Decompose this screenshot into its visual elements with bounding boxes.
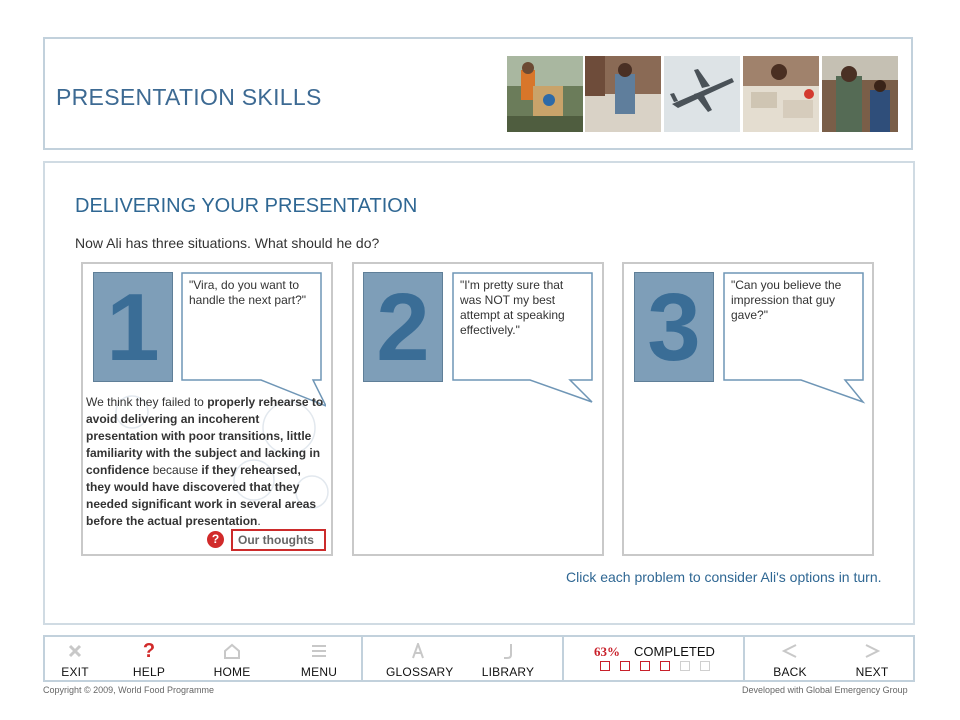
situation-number-1: 1 <box>93 272 173 382</box>
course-title: PRESENTATION SKILLS <box>56 84 322 110</box>
our-thoughts-button[interactable]: Our thoughts <box>231 529 326 551</box>
help-icon: ? <box>142 640 156 662</box>
speech-bubble-text-1: "Vira, do you want to handle the next part?" <box>189 278 307 307</box>
menu-button[interactable] <box>289 641 349 679</box>
feedback-part: . <box>257 514 261 528</box>
glossary-icon <box>411 643 425 659</box>
progress-box <box>600 661 610 671</box>
progress-label: COMPLETED <box>634 644 715 659</box>
instruction-text: Click each problem to consider Ali's options in turn. <box>566 569 882 585</box>
glossary-button[interactable] <box>386 641 454 679</box>
photo-aid-workers <box>507 56 583 132</box>
progress-box <box>660 661 670 671</box>
copyright-text: Copyright © 2009, World Food Programme <box>43 685 215 695</box>
menu-label: MENU <box>300 665 338 679</box>
progress-box <box>700 661 710 671</box>
help-label: HELP <box>132 665 166 679</box>
next-arrow-icon <box>863 643 881 659</box>
nav-divider <box>562 637 564 680</box>
feedback-text <box>86 394 326 530</box>
back-button[interactable] <box>760 641 820 679</box>
nav-divider <box>743 637 745 680</box>
progress-percent: 63% <box>594 644 620 659</box>
library-icon <box>502 643 514 659</box>
exit-icon <box>67 643 83 659</box>
page-title: DELIVERING YOUR PRESENTATION <box>75 195 418 217</box>
glossary-label: GLOSSARY <box>386 665 454 679</box>
back-arrow-icon <box>781 643 799 659</box>
help-button[interactable] <box>119 641 179 679</box>
next-label: NEXT <box>855 665 889 679</box>
photo-airplane <box>664 56 740 132</box>
progress-box <box>620 661 630 671</box>
feedback-part: We think they failed to <box>86 395 208 409</box>
exit-button[interactable] <box>45 641 105 679</box>
situation-number-3: 3 <box>634 272 714 382</box>
photo-child-sacks <box>585 56 661 132</box>
photo-food-sacks <box>743 56 819 132</box>
feedback-part: because <box>149 463 202 477</box>
nav-divider <box>361 637 363 680</box>
speech-bubble-text-2: "I'm pretty sure that was NOT my best attempt at speaking effectively." <box>460 278 565 337</box>
home-icon <box>223 643 241 659</box>
progress-box <box>640 661 650 671</box>
situation-number-2: 2 <box>363 272 443 382</box>
menu-icon <box>311 644 327 658</box>
progress-box <box>680 661 690 671</box>
feedback-emphasis: if they rehearsed, they would have discovered that they needed significant work in several areas before the actual presentation <box>86 463 317 528</box>
home-button[interactable] <box>202 641 262 679</box>
next-button[interactable] <box>842 641 902 679</box>
intro-text: Now Ali has three situations. What should he do? <box>75 235 380 251</box>
library-button[interactable] <box>478 641 538 679</box>
library-label: LIBRARY <box>481 665 535 679</box>
back-label: BACK <box>773 665 807 679</box>
feedback-emphasis: properly rehearse to avoid delivering an incoherent presentation with poor transitions, little familiarity with the subject and lacking in confidence <box>86 395 324 477</box>
home-label: HOME <box>213 665 251 679</box>
exit-label: EXIT <box>61 665 89 679</box>
developer-credit: Developed with Global Emergency Group <box>742 685 908 695</box>
speech-bubble-text-3: "Can you believe the impression that guy gave?" <box>731 278 842 322</box>
help-question-icon: ? <box>207 531 224 548</box>
photo-women-children <box>822 56 898 132</box>
